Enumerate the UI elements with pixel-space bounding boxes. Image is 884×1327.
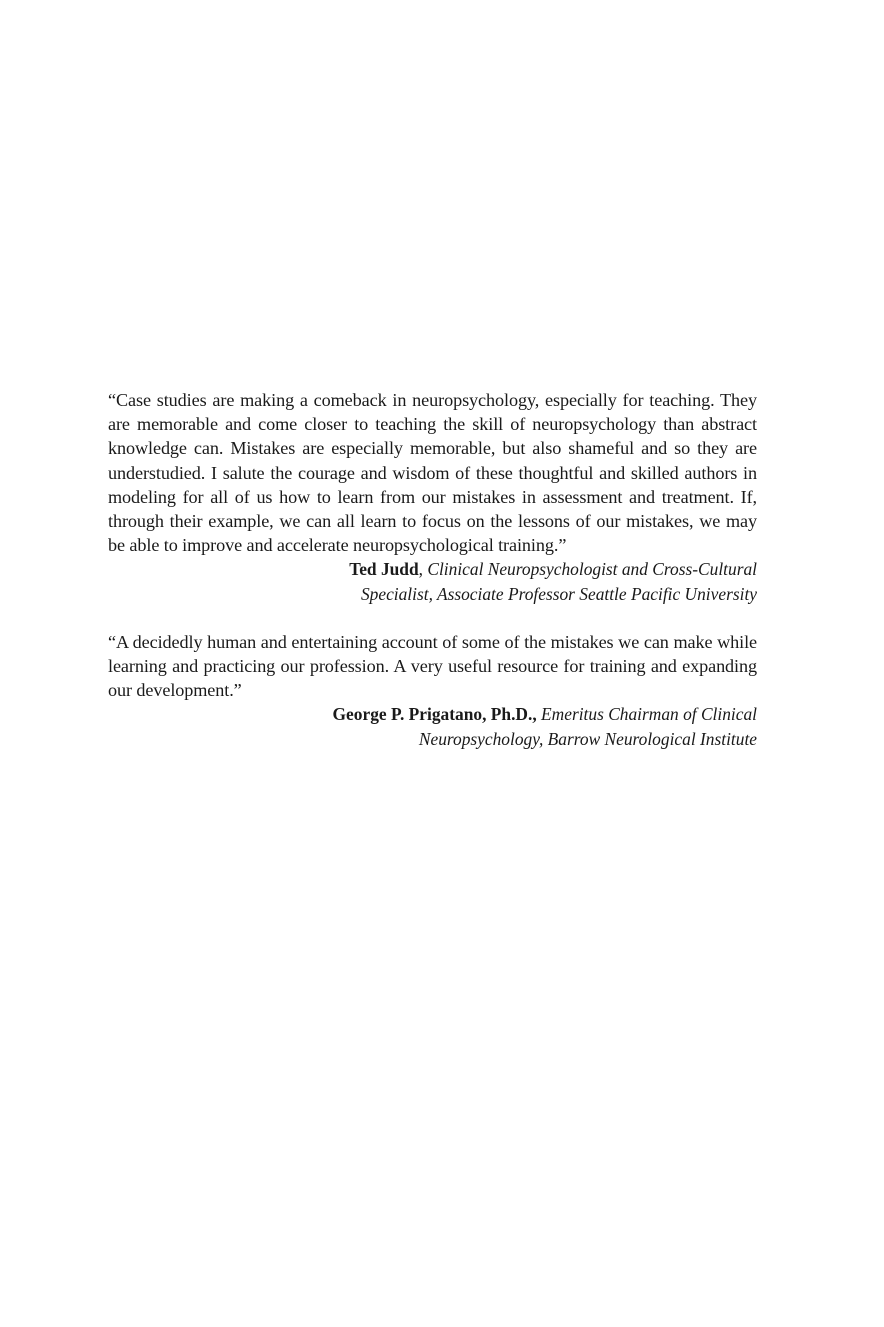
author-title-line-1: Clinical Neuropsychologist and Cross-Cultural xyxy=(427,559,757,580)
author-name: George P. Prigatano, Ph.D., xyxy=(332,704,537,725)
endorsements-page xyxy=(108,388,757,751)
testimonial-quote: “Case studies are making a comeback in neuropsychology, especially for teaching. They are memorable and come closer to teaching the skill of neuropsychology than abstract knowledge can. Mistakes are especially memorable, but also shameful and so they are understudied. I salute the courage and wisdom of these thoughtful and skilled authors in modeling for all of us how to learn from our mistakes in assessment and treatment. If, through their example, we can all learn to focus on the lessons of our mistakes, we may be able to improve and accelerate neuropsychological training.” xyxy=(108,390,757,556)
testimonial-ted-judd xyxy=(108,388,757,606)
author-name: Ted Judd xyxy=(349,559,419,580)
testimonial-attribution xyxy=(108,702,757,750)
author-title-line-1: Emeritus Chairman of Clinical xyxy=(541,704,757,725)
testimonial-attribution xyxy=(108,557,757,605)
attribution-separator: , xyxy=(418,559,428,580)
author-title-line-2: Neuropsychology, Barrow Neurological Institute xyxy=(418,728,757,749)
testimonial-george-prigatano xyxy=(108,630,757,751)
testimonial-quote: “A decidedly human and entertaining account of some of the mistakes we can make while learning and practicing our profession. A very useful resource for training and expanding our development.” xyxy=(108,631,757,701)
author-title-line-2: Specialist, Associate Professor Seattle Pacific University xyxy=(360,583,757,604)
